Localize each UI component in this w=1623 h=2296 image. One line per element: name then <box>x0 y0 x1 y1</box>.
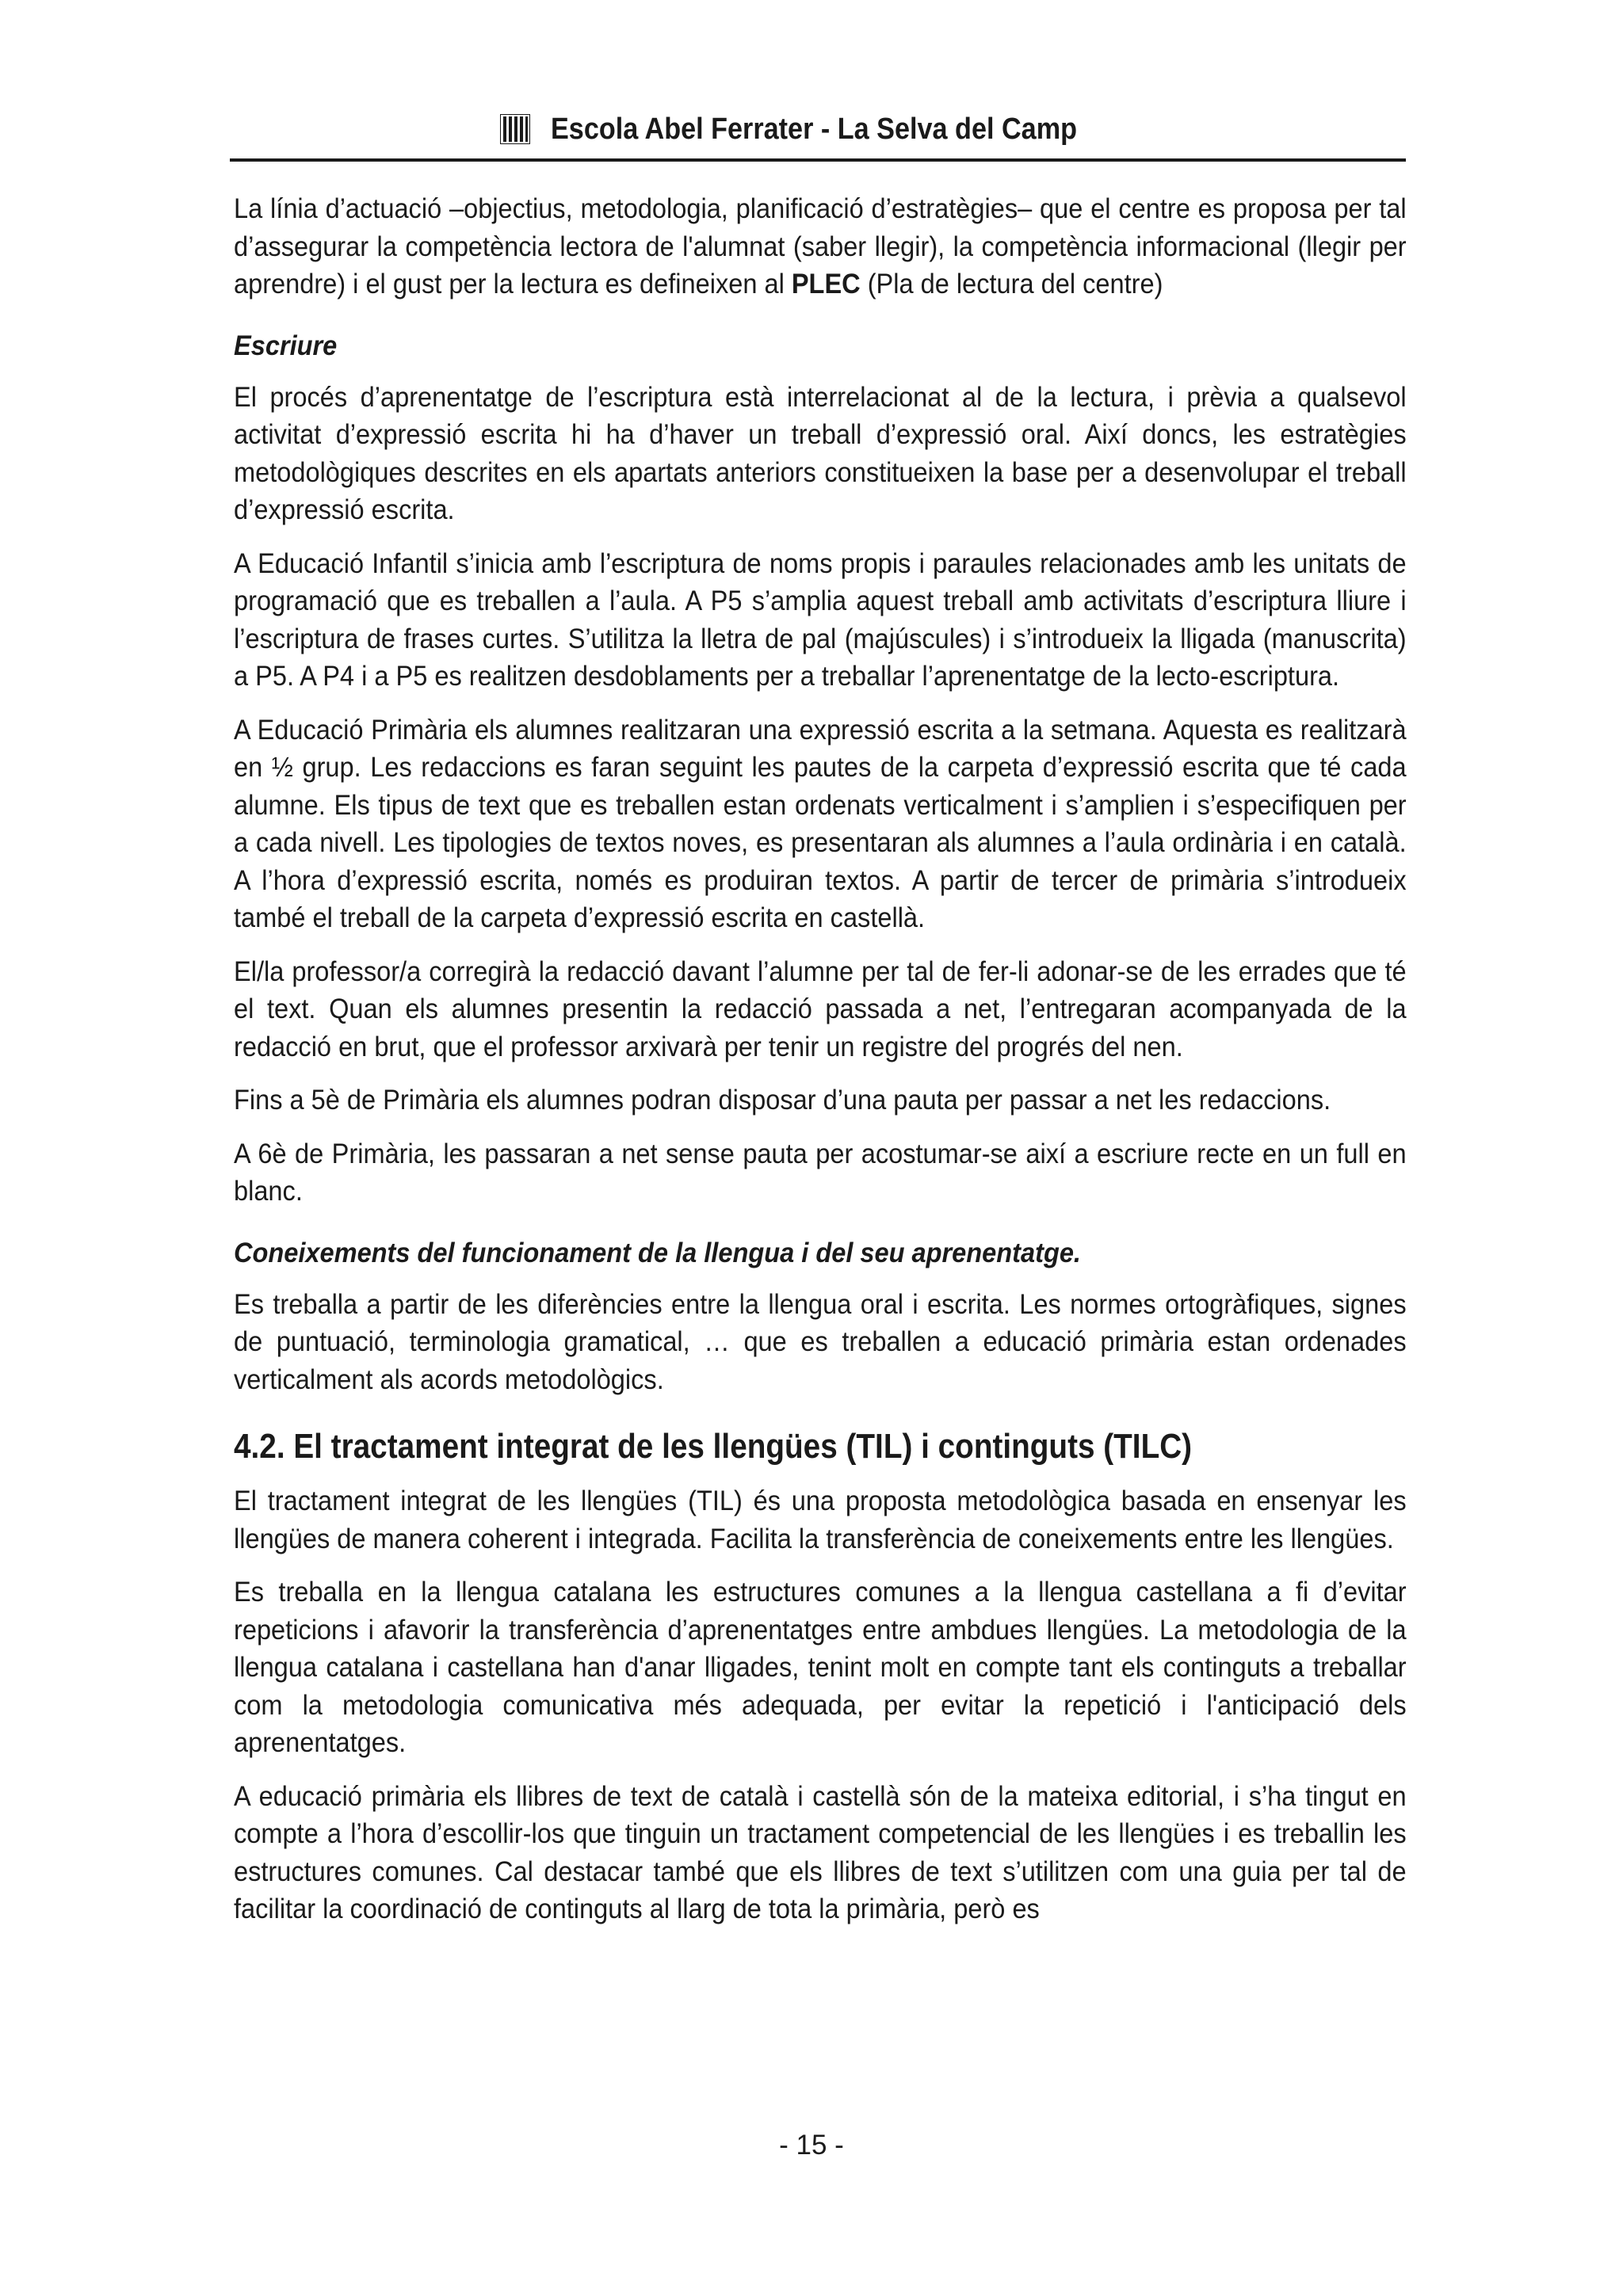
til-paragraph: Es treballa en la llengua catalana les estructures comunes a la llengua castellana a fi d’evitar repeticions i afavorir la transferència d’aprenentatges entre ambdues llengües. La metodologia de la llengua catalana i castellana han d'anar lligades, tenint molt en compte tant els continguts a treballar com la metodologia comunicativa més adequada, per evitar la repetició i l'anticipació dels aprenentatges. <box>234 1577 1407 1758</box>
escriure-paragraph: A 6è de Primària, les passaran a net sense pauta per acostumar-se així a escriure recte en un full en blanc. <box>234 1138 1407 1207</box>
catalan-flag-bars-icon <box>500 114 530 144</box>
escriure-paragraph: El procés d’aprenentatge de l’escriptura està interrelacionat al de la lectura, i prèvia a qualsevol activitat d’expressió escrita hi ha d’haver un treball d’expressió oral. Així doncs, les estratègies metodològiques descrites en els apartats anteriors constitueixen la base per a desenvolupar el treball d’expressió escrita. <box>234 381 1407 525</box>
plec-acronym: PLEC <box>791 269 861 299</box>
escriure-heading: Escriure <box>234 330 338 361</box>
escriure-paragraph: A Educació Primària els alumnes realitzaran una expressió escrita a la setmana. Aquesta es realitzarà en ½ grup. Les redaccions es faran seguint les pautes de la carpeta d’expressió escrita que té cada alumne. Els tipus de text que es treballen estan ordenats verticalment i s’amplien i s’especifiquen per a cada nivell. Les tipologies de textos noves, es presentaran als alumnes a l’aula ordinària i en català. A l’hora d’expressió escrita, només es produiran textos. A partir de tercer de primària s’introdueix també el treball de la carpeta d’expressió escrita en castellà. <box>234 714 1407 933</box>
coneixements-paragraph: Es treballa a partir de les diferències entre la llengua oral i escrita. Les normes ortogràfiques, signes de puntuació, terminologia gramatical, … que es treballen a educació primària estan ordenades verticalment als acords metodològics. <box>234 1288 1407 1395</box>
plec-text-after: (Pla de lectura del centre) <box>860 269 1163 299</box>
page-header <box>230 111 1406 162</box>
escriure-paragraph: Fins a 5è de Primària els alumnes podran disposar d’una pauta per passar a net les redaccions. <box>234 1085 1331 1116</box>
plec-paragraph <box>234 190 1407 303</box>
section-heading-til: 4.2. El tractament integrat de les llengües (TIL) i continguts (TILC) <box>234 1427 1193 1466</box>
page-content <box>234 190 1407 1944</box>
escriure-paragraph: A Educació Infantil s’inicia amb l’escriptura de noms propis i paraules relacionades amb les unitats de programació que es treballen a l’aula. A P5 s’amplia aquest treball amb activitats d’escriptura lliure i l’escriptura de frases curtes. S’utilitza la lletra de pal (majúscules) i s’introdueix la lligada (manuscrita) a P5. A P4 i a P5 es realitzen desdoblaments per a treballar l’aprenentatge de la lecto-escriptura. <box>234 547 1407 692</box>
til-paragraph: A educació primària els llibres de text de català i castellà són de la mateixa editorial, i s’ha tingut en compte a l’hora d’escollir-los que tinguin un tractament competencial de les llengües i es treballin les estructures comunes. Cal destacar també que els llibres de text s’utilitzen com una guia per tal de facilitar la coordinació de continguts al llarg de tota la primària, però es <box>234 1780 1407 1924</box>
plec-text-before: La línia d’actuació –objectius, metodologia, planificació d’estratègies– que el centre es proposa per tal d’assegurar la competència lectora de l'alumnat (saber llegir), la competència informacional (llegir per aprendre) i el gust per la lectura es defineixen al <box>234 193 1407 299</box>
coneixements-heading: Coneixements del funcionament de la llengua i del seu aprenentatge. <box>234 1237 1081 1268</box>
page-number: - 15 - <box>779 2130 844 2161</box>
escriure-paragraph: El/la professor/a corregirà la redacció davant l’alumne per tal de fer-li adonar-se de les errades que té el text. Quan els alumnes presentin la redacció passada a net, l’entregaran acompanyada de la redacció en brut, que el professor arxivarà per tenir un registre del progrés del nen. <box>234 955 1407 1062</box>
til-paragraph: El tractament integrat de les llengües (TIL) és una proposta metodològica basada en ensenyar les llengües de manera coherent i integrada. Facilita la transferència de coneixements entre les llengües. <box>234 1486 1407 1554</box>
header-title: Escola Abel Ferrater - La Selva del Camp <box>551 112 1078 146</box>
